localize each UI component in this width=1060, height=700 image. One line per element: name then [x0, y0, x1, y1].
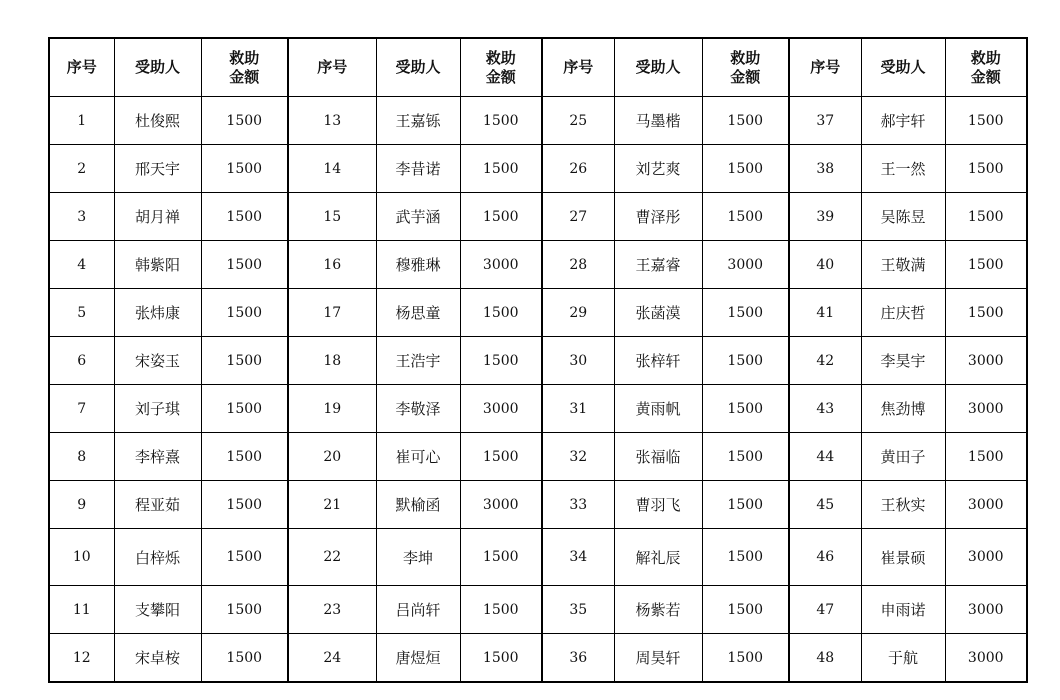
amount-cell: 1500: [201, 97, 288, 145]
recipient-cell: 曹羽飞: [614, 481, 702, 529]
amount-cell: 1500: [945, 145, 1027, 193]
table-row: [49, 241, 1027, 289]
amount-cell: 1500: [945, 289, 1027, 337]
recipient-cell: 崔景硕: [861, 529, 945, 586]
amount-cell: 1500: [702, 529, 789, 586]
header-recipient: 受助人: [614, 38, 702, 97]
recipient-cell: 马墨楷: [614, 97, 702, 145]
amount-cell: 1500: [702, 385, 789, 433]
index-cell: 33: [542, 481, 614, 529]
amount-cell: 1500: [460, 97, 542, 145]
table-row: [49, 433, 1027, 481]
index-cell: 12: [49, 634, 114, 683]
amount-cell: 1500: [702, 634, 789, 683]
recipient-cell: 黄雨帆: [614, 385, 702, 433]
header-recipient: 受助人: [114, 38, 201, 97]
recipient-cell: 崔可心: [376, 433, 460, 481]
amount-cell: 3000: [945, 586, 1027, 634]
amount-cell: 1500: [201, 337, 288, 385]
amount-cell: 1500: [460, 289, 542, 337]
index-cell: 14: [288, 145, 376, 193]
recipient-cell: 曹泽彤: [614, 193, 702, 241]
recipient-cell: 王嘉睿: [614, 241, 702, 289]
index-cell: 41: [789, 289, 861, 337]
header-amount: [945, 38, 1027, 97]
table-row: [49, 385, 1027, 433]
amount-cell: 1500: [201, 586, 288, 634]
index-cell: 4: [49, 241, 114, 289]
index-cell: 43: [789, 385, 861, 433]
recipient-cell: 李坤: [376, 529, 460, 586]
recipient-cell: 王敬满: [861, 241, 945, 289]
index-cell: 32: [542, 433, 614, 481]
index-cell: 47: [789, 586, 861, 634]
aid-recipients-table: [48, 37, 1028, 683]
index-cell: 46: [789, 529, 861, 586]
amount-cell: 1500: [460, 529, 542, 586]
amount-cell: 1500: [702, 193, 789, 241]
index-cell: 8: [49, 433, 114, 481]
table-row: [49, 634, 1027, 683]
index-cell: 27: [542, 193, 614, 241]
amount-cell: 3000: [460, 385, 542, 433]
header-recipient: 受助人: [861, 38, 945, 97]
header-index: 序号: [789, 38, 861, 97]
index-cell: 17: [288, 289, 376, 337]
table-row: [49, 97, 1027, 145]
index-cell: 45: [789, 481, 861, 529]
index-cell: 13: [288, 97, 376, 145]
recipient-cell: 吴陈昱: [861, 193, 945, 241]
amount-cell: 3000: [945, 481, 1027, 529]
recipient-cell: 王浩宇: [376, 337, 460, 385]
header-amount-label: 救助金额: [229, 48, 260, 86]
recipient-cell: 默榆函: [376, 481, 460, 529]
amount-cell: 1500: [460, 586, 542, 634]
amount-cell: 1500: [201, 433, 288, 481]
index-cell: 24: [288, 634, 376, 683]
recipient-cell: 唐煜烜: [376, 634, 460, 683]
recipient-cell: 杨思童: [376, 289, 460, 337]
amount-cell: 3000: [460, 481, 542, 529]
amount-cell: 3000: [460, 241, 542, 289]
index-cell: 16: [288, 241, 376, 289]
header-index: 序号: [49, 38, 114, 97]
recipient-cell: 解礼辰: [614, 529, 702, 586]
header-recipient: 受助人: [376, 38, 460, 97]
index-cell: 36: [542, 634, 614, 683]
amount-cell: 3000: [702, 241, 789, 289]
amount-cell: 3000: [945, 385, 1027, 433]
amount-cell: 1500: [702, 586, 789, 634]
index-cell: 5: [49, 289, 114, 337]
recipient-cell: 武芋涵: [376, 193, 460, 241]
recipient-cell: 韩紫阳: [114, 241, 201, 289]
index-cell: 28: [542, 241, 614, 289]
recipient-cell: 李昊宇: [861, 337, 945, 385]
amount-cell: 3000: [945, 337, 1027, 385]
index-cell: 9: [49, 481, 114, 529]
index-cell: 20: [288, 433, 376, 481]
amount-cell: 1500: [201, 481, 288, 529]
recipient-cell: 吕尚轩: [376, 586, 460, 634]
recipient-cell: 王嘉铄: [376, 97, 460, 145]
amount-cell: 1500: [702, 337, 789, 385]
recipient-cell: 焦劲博: [861, 385, 945, 433]
index-cell: 34: [542, 529, 614, 586]
recipient-cell: 于航: [861, 634, 945, 683]
table-row: [49, 481, 1027, 529]
index-cell: 39: [789, 193, 861, 241]
index-cell: 3: [49, 193, 114, 241]
table-row: [49, 586, 1027, 634]
recipient-cell: 白梓烁: [114, 529, 201, 586]
index-cell: 11: [49, 586, 114, 634]
recipient-cell: 杨紫若: [614, 586, 702, 634]
index-cell: 35: [542, 586, 614, 634]
amount-cell: 1500: [702, 289, 789, 337]
recipient-cell: 王秋实: [861, 481, 945, 529]
header-amount-label: 救助金额: [970, 48, 1001, 86]
recipient-cell: 杜俊熙: [114, 97, 201, 145]
header-amount: [702, 38, 789, 97]
table-row: [49, 529, 1027, 586]
index-cell: 26: [542, 145, 614, 193]
index-cell: 22: [288, 529, 376, 586]
recipient-cell: 张福临: [614, 433, 702, 481]
recipient-cell: 宋卓桉: [114, 634, 201, 683]
recipient-cell: 张梓轩: [614, 337, 702, 385]
recipient-cell: 刘艺爽: [614, 145, 702, 193]
table-row: [49, 289, 1027, 337]
amount-cell: 1500: [945, 241, 1027, 289]
recipient-cell: 王一然: [861, 145, 945, 193]
amount-cell: 1500: [460, 433, 542, 481]
index-cell: 23: [288, 586, 376, 634]
index-cell: 7: [49, 385, 114, 433]
index-cell: 2: [49, 145, 114, 193]
amount-cell: 1500: [201, 385, 288, 433]
recipient-cell: 李敬泽: [376, 385, 460, 433]
amount-cell: 1500: [460, 634, 542, 683]
index-cell: 10: [49, 529, 114, 586]
amount-cell: 1500: [460, 337, 542, 385]
table-row: [49, 337, 1027, 385]
amount-cell: 3000: [945, 634, 1027, 683]
amount-cell: 1500: [945, 193, 1027, 241]
table-row: [49, 145, 1027, 193]
index-cell: 48: [789, 634, 861, 683]
recipient-cell: 邢天宇: [114, 145, 201, 193]
amount-cell: 1500: [201, 241, 288, 289]
amount-cell: 1500: [201, 529, 288, 586]
amount-cell: 1500: [201, 289, 288, 337]
header-index: 序号: [542, 38, 614, 97]
recipient-cell: 刘子琪: [114, 385, 201, 433]
header-amount: [460, 38, 542, 97]
recipient-cell: 穆雅琳: [376, 241, 460, 289]
header-index: 序号: [288, 38, 376, 97]
amount-cell: 1500: [945, 97, 1027, 145]
recipient-cell: 宋姿玉: [114, 337, 201, 385]
index-cell: 31: [542, 385, 614, 433]
amount-cell: 1500: [702, 481, 789, 529]
index-cell: 30: [542, 337, 614, 385]
index-cell: 25: [542, 97, 614, 145]
recipient-cell: 张菡漠: [614, 289, 702, 337]
recipient-cell: 庄庆哲: [861, 289, 945, 337]
amount-cell: 1500: [945, 433, 1027, 481]
amount-cell: 1500: [201, 634, 288, 683]
table-body: [49, 97, 1027, 683]
index-cell: 19: [288, 385, 376, 433]
recipient-cell: 李昔诺: [376, 145, 460, 193]
amount-cell: 1500: [460, 193, 542, 241]
recipient-cell: 张炜康: [114, 289, 201, 337]
table-row: [49, 193, 1027, 241]
index-cell: 1: [49, 97, 114, 145]
recipient-cell: 程亚茹: [114, 481, 201, 529]
recipient-cell: 郝宇轩: [861, 97, 945, 145]
header-amount-label: 救助金额: [730, 48, 761, 86]
index-cell: 21: [288, 481, 376, 529]
amount-cell: 3000: [945, 529, 1027, 586]
recipient-cell: 黄田子: [861, 433, 945, 481]
index-cell: 15: [288, 193, 376, 241]
header-row: [49, 38, 1027, 97]
amount-cell: 1500: [201, 193, 288, 241]
index-cell: 18: [288, 337, 376, 385]
amount-cell: 1500: [460, 145, 542, 193]
amount-cell: 1500: [702, 433, 789, 481]
index-cell: 40: [789, 241, 861, 289]
index-cell: 38: [789, 145, 861, 193]
header-amount: [201, 38, 288, 97]
recipient-cell: 胡月禅: [114, 193, 201, 241]
recipient-cell: 周昊轩: [614, 634, 702, 683]
amount-cell: 1500: [702, 97, 789, 145]
recipient-cell: 支攀阳: [114, 586, 201, 634]
recipient-cell: 李梓熹: [114, 433, 201, 481]
index-cell: 44: [789, 433, 861, 481]
index-cell: 6: [49, 337, 114, 385]
index-cell: 37: [789, 97, 861, 145]
header-amount-label: 救助金额: [485, 48, 516, 86]
recipient-cell: 申雨诺: [861, 586, 945, 634]
index-cell: 42: [789, 337, 861, 385]
amount-cell: 1500: [201, 145, 288, 193]
index-cell: 29: [542, 289, 614, 337]
amount-cell: 1500: [702, 145, 789, 193]
